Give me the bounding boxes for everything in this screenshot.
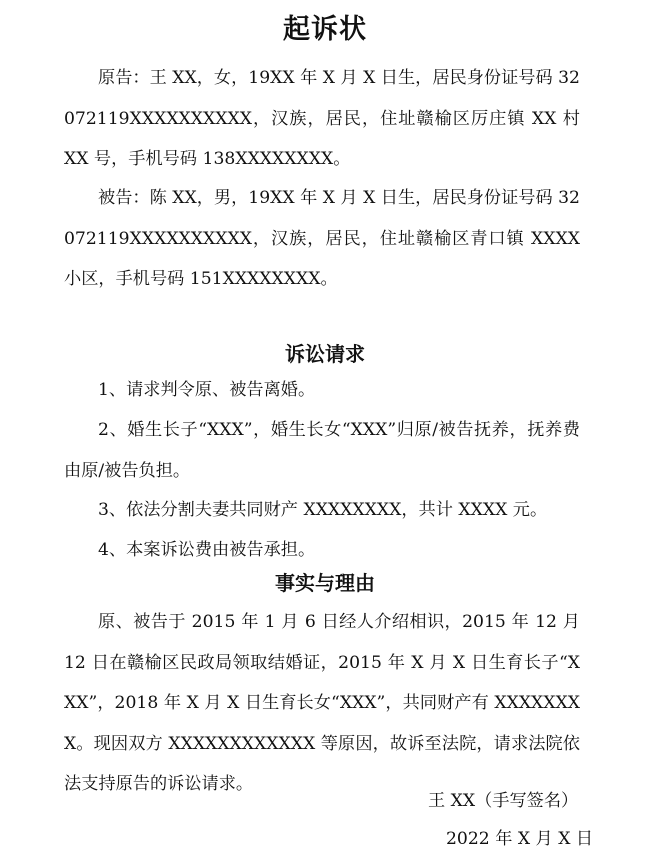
claim-item-3: 3、依法分割夫妻共同财产 XXXXXXXX，共计 XXXX 元。 [98, 500, 548, 520]
plaintiff-paragraph: 原告：王 XX，女，19XX 年 X 月 X 日生，居民身份证号码 32072119XXXXXXXXXX，汉族，居民，住址赣榆区厉庄镇 XX 村 XX 号，手机号码 138XXXXXXXX。 [64, 68, 580, 169]
document-title: 起诉状 [283, 14, 367, 45]
date: 2022 年 X 月 X 日 [446, 829, 594, 849]
claim-item-4: 4、本案诉讼费由被告承担。 [98, 540, 316, 560]
signature: 王 XX（手写签名） [428, 791, 579, 811]
facts-heading: 事实与理由 [275, 571, 375, 595]
defendant-paragraph: 被告：陈 XX，男，19XX 年 X 月 X 日生，居民身份证号码 32072119XXXXXXXXXX，汉族，居民，住址赣榆区青口镇 XXXX 小区，手机号码 151XXXXXXXX。 [64, 188, 580, 289]
claim-item-1: 1、请求判令原、被告离婚。 [98, 380, 316, 400]
claims-heading: 诉讼请求 [285, 342, 365, 366]
facts-paragraph: 原、被告于 2015 年 1 月 6 日经人介绍相识，2015 年 12 月 12 日在赣榆区民政局领取结婚证，2015 年 X 月 X 日生育长子“XXX”，2018 年 X 月 X 日生育长女“XXX”，共同财产有 XXXXXXXX。现因双方 XXXXXXXXXXXX 等原因，故诉至法院，请求法院依法支持原告的诉讼请求。 [64, 612, 580, 794]
claim-item-2: 2、婚生长子“XXX”，婚生长女“XXX”归原/被告抚养，抚养费由原/被告负担。 [64, 420, 580, 481]
